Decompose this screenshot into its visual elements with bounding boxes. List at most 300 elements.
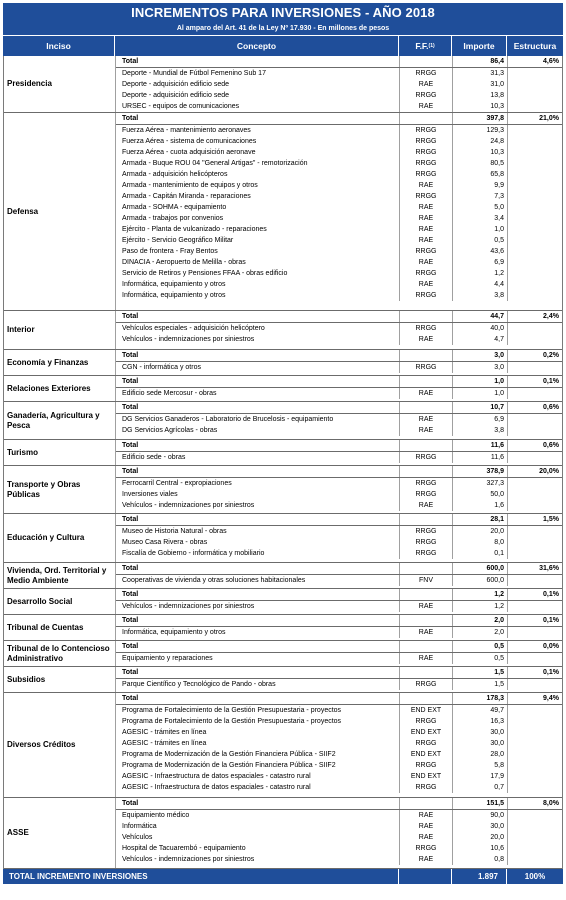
estructura-cell [508,235,562,246]
total-importe: 178,3 [453,693,508,704]
importe-cell: 30,0 [453,727,508,738]
col-ff-note: (1) [428,43,435,49]
concepto-cell: Vehículos [116,832,400,843]
table-row [116,526,562,537]
ff-cell: RAE [400,627,453,638]
ff-cell: RRGG [400,843,453,854]
estructura-cell [508,180,562,191]
estructura-cell [508,537,562,548]
importe-cell: 2,0 [453,627,508,638]
concepto-cell: DG Servicios Agrícolas - obras [116,425,400,436]
table-row [116,224,562,235]
estructura-cell [508,191,562,202]
estructura-cell [508,601,562,612]
estructura-cell [508,425,562,436]
ff-cell: RRGG [400,136,453,147]
estructura-cell [508,489,562,500]
total-row [116,350,562,362]
total-estructura: 21,0% [539,115,559,122]
inciso-lines [116,440,562,465]
inciso-lines [116,589,562,614]
total-importe: 44,7 [453,311,508,322]
ff-cell: RRGG [400,537,453,548]
concepto-cell: Vehículos - indemnizaciones por siniestros [116,500,400,511]
ff-cell: RRGG [400,191,453,202]
estructura-cell [508,771,562,782]
importe-cell: 24,8 [453,136,508,147]
total-importe: 28,1 [453,514,508,525]
total-row [116,667,562,679]
concepto-cell: Ejército - Planta de vulcanizado - reparaciones [116,224,400,235]
concepto-cell: Informática, equipamiento y otros [116,290,400,301]
inciso-lines [116,402,562,439]
col-importe: Importe [452,36,507,56]
importe-cell: 0,1 [453,548,508,559]
inciso-lines [116,798,562,868]
estructura-cell [508,279,562,290]
total-ff [400,798,453,809]
table-row [116,125,562,136]
ff-cell: END EXT [400,727,453,738]
inciso-name: Ganadería, Agricultura y Pesca [4,402,116,439]
estructura-cell [508,388,562,399]
column-header-row [3,35,563,56]
estructura-cell [508,68,562,79]
concepto-cell: Deporte - adquisición edificio sede [116,90,400,101]
table-row [116,749,562,760]
concepto-cell: Hospital de Tacuarembó - equipamiento [116,843,400,854]
col-ff-label: F.F. [415,41,429,51]
concepto-cell: Fuerza Aérea - mantenimiento aeronaves [116,125,400,136]
total-estructura: 4,6% [543,58,559,65]
importe-cell: 3,4 [453,213,508,224]
inciso-lines [116,311,562,349]
table-row [116,548,562,559]
inciso-group [4,563,562,589]
ff-cell: RRGG [400,478,453,489]
ff-cell: RAE [400,425,453,436]
table-row [116,821,562,832]
table-row [116,257,562,268]
table-row [116,760,562,771]
inciso-lines [116,514,562,562]
ff-cell: RAE [400,213,453,224]
inciso-lines [116,56,562,112]
ff-cell: RRGG [400,760,453,771]
concepto-cell: Programa de Modernización de la Gestión Financiera Pública - SIIF2 [116,749,400,760]
concepto-cell: AGESIC - trámites en línea [116,738,400,749]
total-row [116,693,562,705]
importe-cell: 30,0 [453,738,508,749]
ff-cell: RAE [400,414,453,425]
importe-cell: 65,8 [453,169,508,180]
importe-cell: 1,2 [453,268,508,279]
inciso-lines [116,615,562,640]
total-label: Total [116,693,400,704]
concepto-cell: Edificio sede Mercosur - obras [116,388,400,399]
table-row [116,388,562,399]
inciso-name: Presidencia [4,56,116,112]
total-label: Total [116,615,400,626]
inciso-name: Relaciones Exteriores [4,376,116,401]
estructura-cell [508,257,562,268]
table-row [116,191,562,202]
estructura-cell [508,854,562,865]
ff-cell: RRGG [400,90,453,101]
importe-cell: 50,0 [453,489,508,500]
total-importe: 2,0 [453,615,508,626]
table-row [116,323,562,334]
total-label: Total [116,376,400,387]
table-row [116,782,562,793]
estructura-cell [508,79,562,90]
inciso-group [4,641,562,667]
total-row [116,466,562,478]
total-importe: 11,6 [453,440,508,451]
grand-total-label: TOTAL INCREMENTO INVERSIONES [3,869,399,884]
ff-cell: RAE [400,653,453,664]
total-label: Total [116,350,400,361]
concepto-cell: Ejército - Servicio Geográfico Militar [116,235,400,246]
ff-cell: RAE [400,279,453,290]
total-label: Total [116,466,400,477]
importe-cell: 1,2 [453,601,508,612]
table-row [116,414,562,425]
table-row [116,478,562,489]
total-row [116,440,562,452]
table-subtitle: Al amparo del Art. 41 de la Ley Nº 17.930 - En millones de pesos [3,23,563,35]
ff-cell: RAE [400,257,453,268]
total-ff [400,440,453,451]
inciso-name: Transporte y Obras Públicas [4,466,116,513]
estructura-cell [508,414,562,425]
total-row [116,615,562,627]
table-row [116,537,562,548]
total-estructura: 0,2% [543,352,559,359]
ff-cell: RRGG [400,169,453,180]
table-row [116,575,562,586]
table-row [116,68,562,79]
table-row [116,136,562,147]
concepto-cell: Informática, equipamiento y otros [116,279,400,290]
total-ff [400,466,453,477]
importe-cell: 20,0 [453,526,508,537]
ff-cell: RAE [400,202,453,213]
concepto-cell: AGESIC - trámites en línea [116,727,400,738]
importe-cell: 30,0 [453,821,508,832]
table-row [116,653,562,664]
total-ff [400,350,453,361]
table-row [116,180,562,191]
inciso-group [4,402,562,440]
concepto-cell: Armada - mantenimiento de equipos y otros [116,180,400,191]
ff-cell: RAE [400,79,453,90]
table-row [116,627,562,638]
importe-cell: 16,3 [453,716,508,727]
total-importe: 397,8 [453,113,508,124]
importe-cell: 28,0 [453,749,508,760]
total-label: Total [116,113,400,124]
inciso-group [4,693,562,798]
table-row [116,679,562,690]
total-row [116,113,562,125]
inciso-group [4,514,562,563]
total-label: Total [116,667,400,678]
estructura-cell [508,147,562,158]
inciso-lines [116,113,562,310]
concepto-cell: Fuerza Aérea - sistema de comunicaciones [116,136,400,147]
estructura-cell [508,101,562,112]
inciso-name: Vivienda, Ord. Territorial y Medio Ambiente [4,563,116,588]
concepto-cell: Ferrocarril Central - expropiaciones [116,478,400,489]
estructura-cell [508,268,562,279]
inciso-lines [116,563,562,588]
estructura-cell [508,169,562,180]
ff-cell: RRGG [400,782,453,793]
total-label: Total [116,311,400,322]
total-estructura: 0,1% [543,669,559,676]
importe-cell: 80,5 [453,158,508,169]
table-row [116,452,562,463]
table-row [116,147,562,158]
ff-cell: RRGG [400,246,453,257]
ff-cell: RRGG [400,679,453,690]
total-row [116,563,562,575]
col-estructura: Estructura [513,41,557,51]
importe-cell: 6,9 [453,414,508,425]
concepto-cell: CGN - informática y otros [116,362,400,373]
inciso-name: Diversos Créditos [4,693,116,797]
concepto-cell: Deporte - adquisición edificio sede [116,79,400,90]
table-row [116,158,562,169]
table-row [116,290,562,301]
importe-cell: 3,8 [453,290,508,301]
concepto-cell: Servicio de Retiros y Pensiones FFAA - obras edificio [116,268,400,279]
importe-cell: 17,9 [453,771,508,782]
estructura-cell [508,125,562,136]
inciso-name: Tribunal de lo Contencioso Administrativo [4,641,116,666]
ff-cell: RRGG [400,548,453,559]
total-estructura: 0,1% [543,617,559,624]
table-row [116,771,562,782]
total-estructura: 8,0% [543,800,559,807]
total-label: Total [116,56,400,67]
grand-total-estructura: 100% [524,872,546,881]
importe-cell: 4,4 [453,279,508,290]
ff-cell: RRGG [400,147,453,158]
importe-cell: 40,0 [453,323,508,334]
total-ff [400,589,453,600]
ff-cell: END EXT [400,705,453,716]
concepto-cell: Paso de frontera - Fray Bentos [116,246,400,257]
importe-cell: 20,0 [453,832,508,843]
inciso-name: Subsidios [4,667,116,692]
table-row [116,716,562,727]
table-row [116,213,562,224]
importe-cell: 10,6 [453,843,508,854]
table-row [116,202,562,213]
concepto-cell: Armada - Capitán Miranda - reparaciones [116,191,400,202]
concepto-cell: Museo Casa Rivera - obras [116,537,400,548]
ff-cell: RRGG [400,362,453,373]
total-label: Total [116,563,400,574]
table-row [116,101,562,112]
concepto-cell: Armada - SOHMA - equipamiento [116,202,400,213]
concepto-cell: Informática [116,821,400,832]
importe-cell: 600,0 [453,575,508,586]
table-row [116,169,562,180]
estructura-cell [508,548,562,559]
concepto-cell: Equipamiento y reparaciones [116,653,400,664]
total-estructura: 0,1% [543,378,559,385]
ff-cell: RRGG [400,290,453,301]
concepto-cell: Cooperativas de vivienda y otras soluciones habitacionales [116,575,400,586]
estructura-cell [508,362,562,373]
table-row [116,279,562,290]
ff-cell: RRGG [400,125,453,136]
total-ff [400,376,453,387]
estructura-cell [508,526,562,537]
importe-cell: 3,0 [453,362,508,373]
concepto-cell: Armada - trabajos por convenios [116,213,400,224]
inciso-name: Economía y Finanzas [4,350,116,375]
table-row [116,235,562,246]
importe-cell: 11,6 [453,452,508,463]
total-importe: 3,0 [453,350,508,361]
total-ff [400,641,453,652]
concepto-cell: AGESIC - Infraestructura de datos espaciales - catastro rural [116,782,400,793]
estructura-cell [508,749,562,760]
ff-cell: RAE [400,334,453,345]
importe-cell: 1,5 [453,679,508,690]
estructura-cell [508,821,562,832]
ff-cell: RAE [400,832,453,843]
estructura-cell [508,716,562,727]
inciso-group [4,798,562,869]
table-row [116,334,562,345]
inciso-group [4,350,562,376]
table-row [116,843,562,854]
estructura-cell [508,246,562,257]
ff-cell: RAE [400,821,453,832]
total-label: Total [116,798,400,809]
table-title: INCREMENTOS PARA INVERSIONES - AÑO 2018 [3,3,563,23]
total-estructura: 0,1% [543,591,559,598]
inciso-lines [116,350,562,375]
ff-cell: FNV [400,575,453,586]
total-label: Total [116,440,400,451]
inciso-group [4,311,562,350]
total-estructura: 31,6% [539,565,559,572]
ff-cell: END EXT [400,749,453,760]
concepto-cell: Vehículos - indemnizaciones por siniestros [116,334,400,345]
estructura-cell [508,334,562,345]
grand-total-importe: 1.897 [452,869,507,884]
estructura-cell [508,202,562,213]
total-ff [400,693,453,704]
importe-cell: 9,9 [453,180,508,191]
table-row [116,425,562,436]
importe-cell: 49,7 [453,705,508,716]
importe-cell: 8,0 [453,537,508,548]
total-importe: 151,5 [453,798,508,809]
inciso-group [4,113,562,311]
table-row [116,832,562,843]
concepto-cell: Parque Científico y Tecnológico de Pando - obras [116,679,400,690]
concepto-cell: Programa de Modernización de la Gestión Financiera Pública - SIIF2 [116,760,400,771]
table-row [116,79,562,90]
importe-cell: 327,3 [453,478,508,489]
importe-cell: 129,3 [453,125,508,136]
estructura-cell [508,213,562,224]
importe-cell: 1,0 [453,388,508,399]
investments-table [3,3,563,884]
table-body [3,56,563,869]
total-estructura: 2,4% [543,313,559,320]
estructura-cell [508,290,562,301]
inciso-name: Educación y Cultura [4,514,116,562]
estructura-cell [508,679,562,690]
importe-cell: 0,5 [453,653,508,664]
inciso-name: Desarrollo Social [4,589,116,614]
inciso-group [4,440,562,466]
estructura-cell [508,323,562,334]
inciso-name: Defensa [4,113,116,310]
importe-cell: 7,3 [453,191,508,202]
total-ff [400,563,453,574]
estructura-cell [508,224,562,235]
total-row [116,641,562,653]
total-importe: 600,0 [453,563,508,574]
table-row [116,601,562,612]
importe-cell: 0,7 [453,782,508,793]
total-row [116,798,562,810]
concepto-cell: DG Servicios Ganaderos - Laboratorio de Brucelosis - equipamiento [116,414,400,425]
concepto-cell: Armada - adquisición helicópteros [116,169,400,180]
ff-cell: END EXT [400,771,453,782]
estructura-cell [508,653,562,664]
importe-cell: 6,9 [453,257,508,268]
total-importe: 1,0 [453,376,508,387]
estructura-cell [508,738,562,749]
col-ff [399,36,452,56]
table-row [116,727,562,738]
total-importe: 86,4 [453,56,508,67]
ff-cell: RAE [400,180,453,191]
table-row [116,500,562,511]
estructura-cell [508,452,562,463]
importe-cell: 3,8 [453,425,508,436]
importe-cell: 31,3 [453,68,508,79]
concepto-cell: Programa de Fortalecimiento de la Gestión Presupuestaria - proyectos [116,705,400,716]
concepto-cell: Vehículos - indemnizaciones por siniestros [116,854,400,865]
total-label: Total [116,641,400,652]
table-row [116,705,562,716]
importe-cell: 1,0 [453,224,508,235]
estructura-cell [508,832,562,843]
ff-cell: RRGG [400,489,453,500]
importe-cell: 43,6 [453,246,508,257]
col-inciso: Inciso [3,36,115,56]
concepto-cell: URSEC - equipos de comunicaciones [116,101,400,112]
total-label: Total [116,589,400,600]
importe-cell: 0,8 [453,854,508,865]
ff-cell: RRGG [400,158,453,169]
concepto-cell: Equipamiento médico [116,810,400,821]
concepto-cell: Museo de Historia Natural - obras [116,526,400,537]
inciso-lines [116,466,562,513]
estructura-cell [508,810,562,821]
